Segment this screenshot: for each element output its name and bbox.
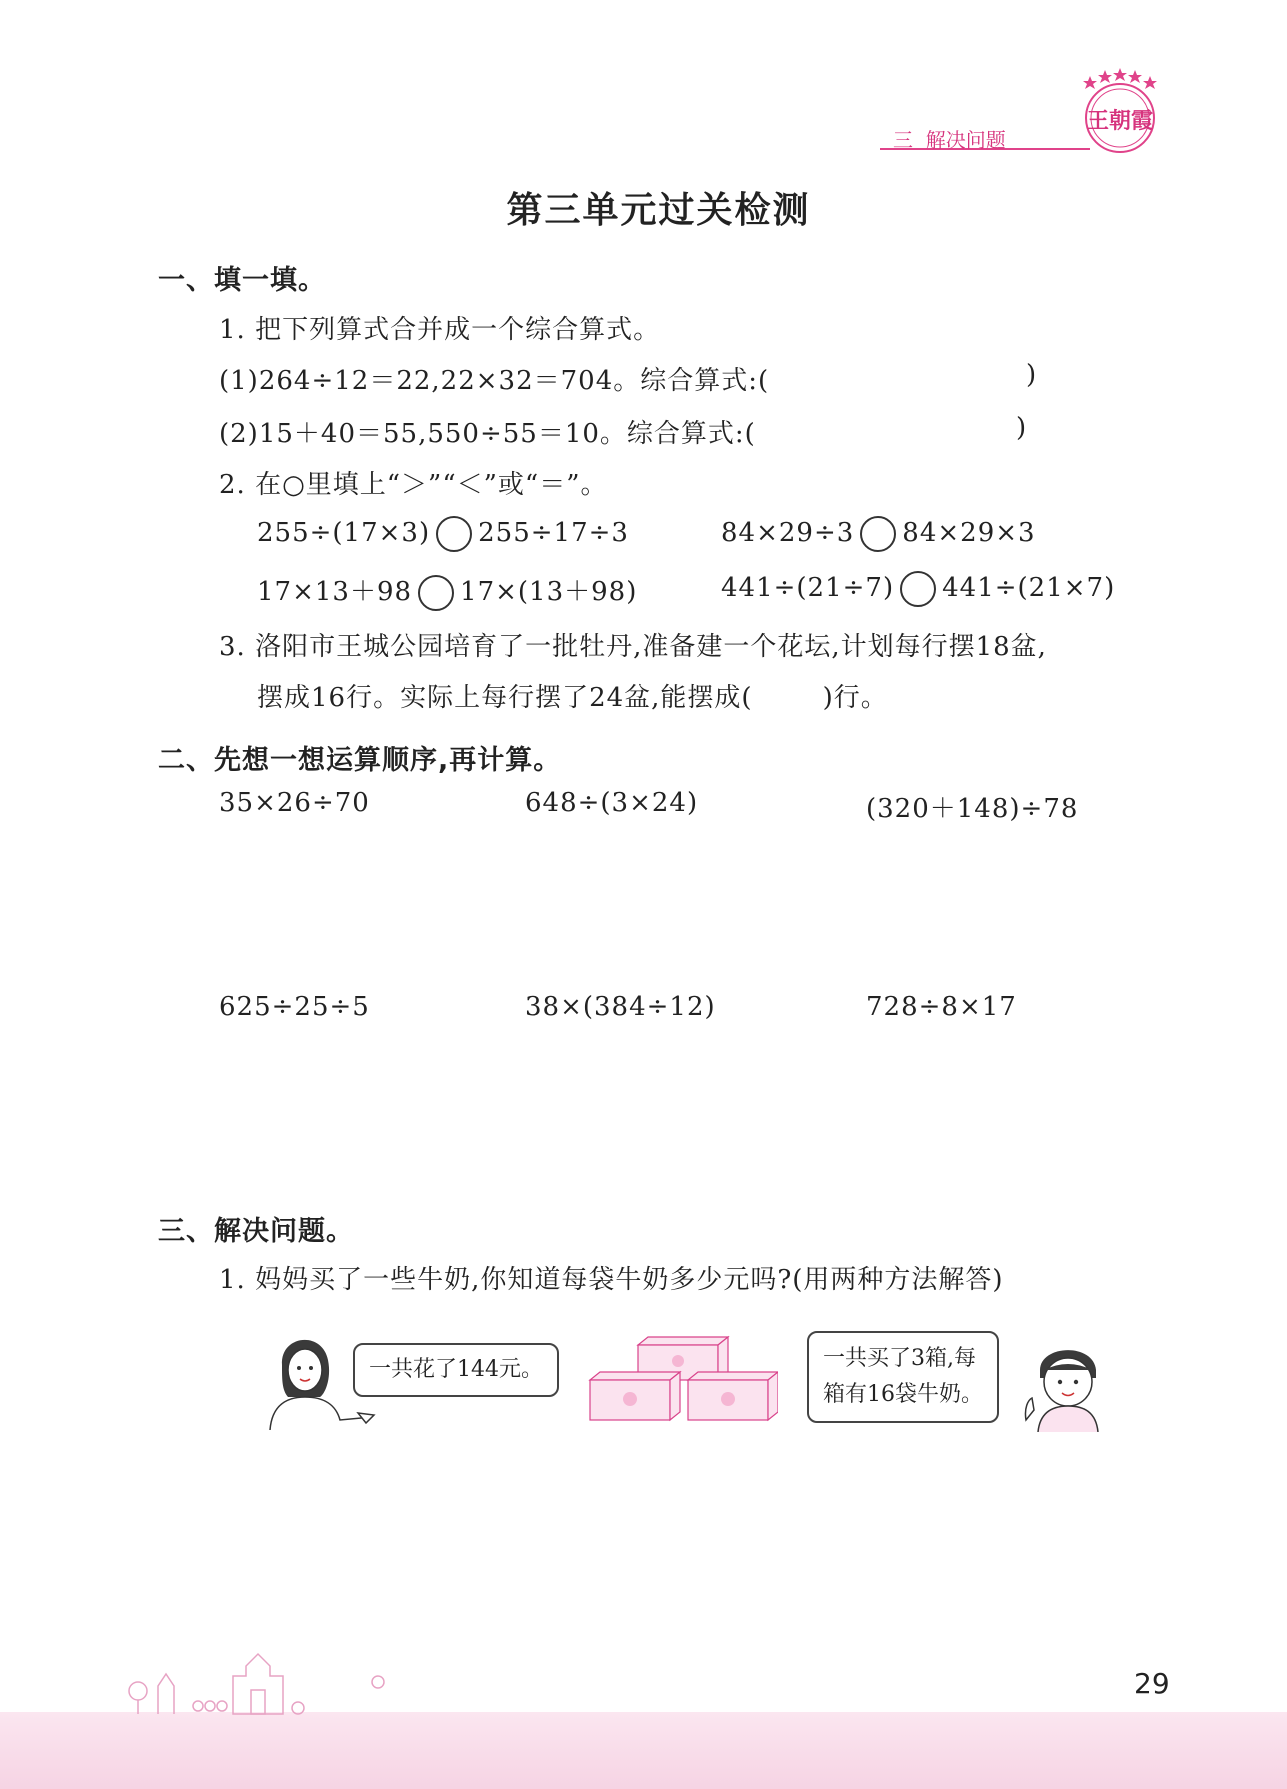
compare-circle[interactable] — [418, 575, 454, 611]
calc-workspace-2[interactable] — [219, 1035, 1219, 1195]
calc-workspace-1[interactable] — [219, 830, 1219, 980]
compare-row-1-left — [257, 516, 629, 552]
compare-expr: 441÷(21×7) — [942, 573, 1116, 603]
boy-illustration — [1018, 1340, 1128, 1432]
q1-item-1-answer-blank[interactable] — [790, 360, 1020, 393]
p3-q1-prompt: 1. 妈妈买了一些牛奶,你知道每袋牛奶多少元吗?(用两种方法解答) — [219, 1265, 1004, 1295]
part3-heading: 三、解决问题。 — [158, 1216, 354, 1247]
compare-expr: 255÷(17×3) — [257, 518, 431, 548]
page-title: 第三单元过关检测 — [506, 190, 811, 231]
page-number: 29 — [1134, 1667, 1170, 1700]
compare-circle[interactable] — [860, 516, 896, 552]
q1-item-1-close: ) — [1026, 360, 1038, 390]
q1-prompt: 1. 把下列算式合并成一个综合算式。 — [219, 315, 661, 345]
q2-prompt: 2. 在○里填上“＞”“＜”或“＝”。 — [219, 470, 608, 500]
boy-icon — [1018, 1340, 1128, 1432]
calc-expr-6: 728÷8×17 — [866, 992, 1017, 1022]
compare-expr: 17×(13＋98) — [460, 577, 638, 607]
speech-bubble-mom: 一共花了144元。 — [353, 1343, 559, 1397]
compare-circle[interactable] — [436, 516, 472, 552]
calc-expr-2: 648÷(3×24) — [525, 788, 699, 818]
q3-line-2 — [257, 677, 888, 714]
q1-item-2 — [219, 413, 756, 450]
compare-circle[interactable] — [900, 571, 936, 607]
q1-item-1 — [219, 360, 769, 397]
castle-decoration-icon — [118, 1646, 408, 1716]
part1-heading: 一、填一填。 — [158, 265, 326, 296]
q3-answer-blank[interactable] — [753, 705, 823, 706]
calc-expr-3: (320＋148)÷78 — [866, 794, 1079, 824]
compare-row-2-left — [257, 571, 637, 611]
logo-text: 王朝霞 — [1086, 109, 1154, 134]
q1-item-1-text: (1)264÷12＝22,22×32＝704。综合算式:( — [219, 366, 770, 396]
compare-expr: 255÷17÷3 — [478, 518, 629, 548]
q3-line-1: 3. 洛阳市王城公园培育了一批牡丹,准备建一个花坛,计划每行摆18盆, — [219, 632, 1047, 662]
q1-item-2-close: ) — [1016, 413, 1028, 443]
compare-expr: 17×13＋98 — [257, 577, 413, 607]
calc-expr-5: 38×(384÷12) — [525, 992, 716, 1022]
section-label: 三 解决问题 — [893, 128, 1006, 152]
q1-item-2-text: (2)15＋40＝55,550÷55＝10。综合算式:( — [219, 419, 756, 449]
calc-expr-4: 625÷25÷5 — [219, 992, 370, 1022]
footer-decoration — [118, 1646, 408, 1716]
compare-expr: 441÷(21÷7) — [721, 573, 895, 603]
publisher-logo — [1068, 62, 1172, 158]
milk-boxes-illustration — [588, 1335, 778, 1435]
compare-expr: 84×29÷3 — [721, 518, 855, 548]
boy-bubble-line-1: 一共买了3箱,每 — [823, 1346, 976, 1371]
calc-expr-1: 35×26÷70 — [219, 788, 370, 818]
speech-bubble-boy — [807, 1331, 999, 1423]
q1-item-2-answer-blank[interactable] — [778, 413, 1008, 446]
compare-row-1-right — [721, 516, 1036, 552]
logo-seal-icon — [1068, 62, 1172, 158]
q3-text-after: )行。 — [822, 683, 888, 713]
boy-bubble-line-2: 箱有16袋牛奶。 — [823, 1382, 983, 1407]
footer-band — [0, 1712, 1287, 1789]
part2-heading: 二、先想一想运算顺序,再计算。 — [158, 745, 562, 776]
compare-expr: 84×29×3 — [902, 518, 1036, 548]
milk-box-icon — [588, 1335, 778, 1435]
q3-text-before: 摆成16行。实际上每行摆了24盆,能摆成( — [257, 683, 753, 713]
compare-row-2-right — [721, 571, 1115, 607]
